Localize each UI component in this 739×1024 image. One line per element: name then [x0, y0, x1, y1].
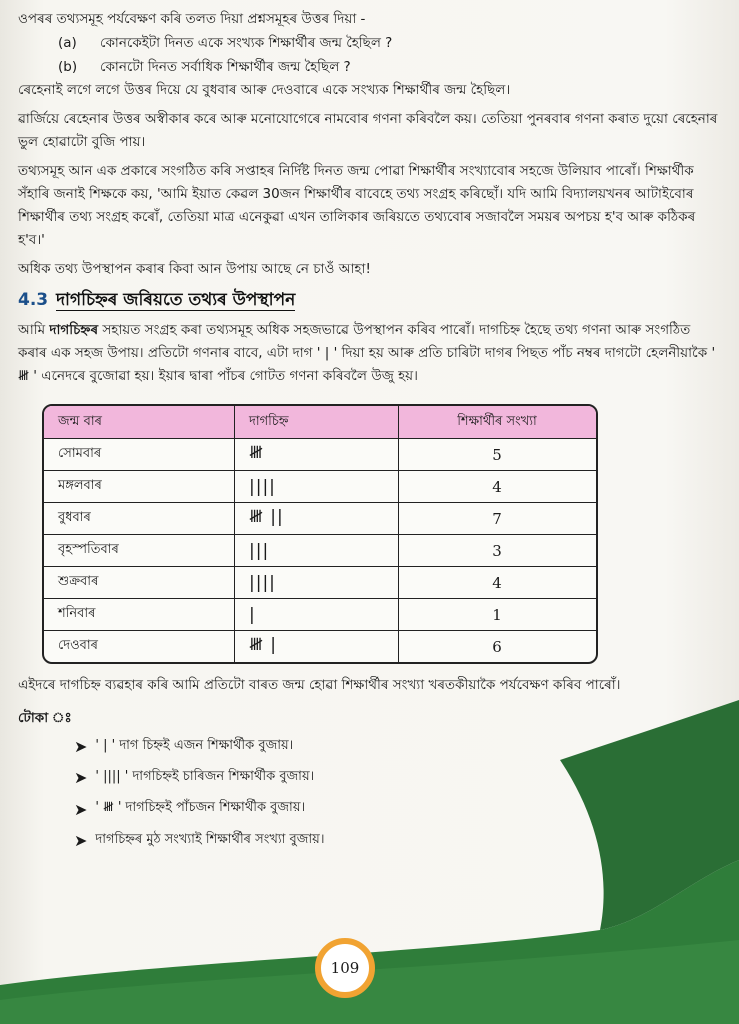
tally-cell: |||: [235, 535, 399, 567]
arrow-icon: ➤: [74, 768, 88, 787]
arrow-icon: ➤: [74, 737, 88, 756]
header-day: জন্ম বাৰ: [44, 406, 235, 439]
question-b: (b) কোনটো দিনত সৰ্বাধিক শিক্ষাৰ্থীৰ জন্ম হৈছিল ?: [58, 59, 351, 75]
count-cell: 7: [399, 503, 596, 535]
table-row: [44, 631, 596, 662]
paragraph-tally-intro: আমি দাগচিহ্নৰ সহায়ত সংগ্ৰহ কৰা তথ্যসমূহ অধিক সহজভাৱে উপস্থাপন কৰিব পাৰোঁ। দাগচিহ্ন হৈছে তথ্য গণনা আৰু সংগঠিত কৰাৰ এক সহজ উপায়। প্ৰতিটো গণনাৰ বাবে, এটা দাগ ' | ' দিয়া হয় আৰু প্ৰতি চাৰিটা দাগৰ পিছত পাঁচ নম্বৰ দাগটো হেলনীয়াকৈ ' 𝍸 ' এনেদৰে বুজোৱা হয়। ইয়াৰ দ্বাৰা পাঁচৰ গোটত গণনা কৰিবলৈ উজু হয়।: [18, 322, 716, 384]
tally-cell: ||||: [235, 567, 399, 599]
tally-cell: ||||: [235, 471, 399, 503]
day-cell: দেওবাৰ: [44, 631, 235, 662]
notes-section: [18, 707, 718, 851]
tally-cell: 𝍸 |: [235, 631, 399, 662]
table-row: [44, 439, 596, 471]
notes-title: টোকা ঃ: [18, 710, 72, 726]
header-tally: দাগচিহ্ন: [235, 406, 399, 439]
question-a: (a) কোনকেইটা দিনত একে সংখ্যক শিক্ষাৰ্থীৰ জন্ম হৈছিল ?: [58, 35, 393, 51]
tally-table: [42, 404, 598, 664]
day-cell: সোমবাৰ: [44, 439, 235, 471]
intro-text: ওপৰৰ তথ্যসমূহ পৰ্যবেক্ষণ কৰি তলত দিয়া প্ৰশ্নসমূহৰ উত্তৰ দিয়া -: [18, 11, 366, 27]
table-row: [44, 503, 596, 535]
count-cell: 1: [399, 599, 596, 631]
paragraph-observe: এইদৰে দাগচিহ্ন ব্যৱহাৰ কৰি আমি প্ৰতিটো বাৰত জন্ম হোৱা শিক্ষাৰ্থীৰ সংখ্যা খৰতকীয়াকৈ পৰ্যবেক্ষণ কৰিব পাৰোঁ।: [18, 677, 621, 693]
table-row: [44, 535, 596, 567]
count-cell: 5: [399, 439, 596, 471]
note-item: ➤ দাগচিহ্নৰ মুঠ সংখ্যাই শিক্ষাৰ্থীৰ সংখ্যা বুজায়।: [74, 831, 325, 850]
note-item: ➤ ' |||| ' দাগচিহ্নই চাৰিজন শিক্ষাৰ্থীক বুজায়।: [74, 768, 315, 787]
header-count: শিক্ষাৰ্থীৰ সংখ্যা: [399, 406, 596, 439]
table-row: [44, 567, 596, 599]
paragraph-teacher: তথ্যসমূহ আন এক প্ৰকাৰে সংগঠিত কৰি সপ্তাহৰ নিৰ্দিষ্ট দিনত জন্ম পোৱা শিক্ষাৰ্থীৰ সংখ্যাবোৰ সহজে উলিয়াব পাৰোঁ। শিক্ষাৰ্থীক সঁহাৰি জনাই শিক্ষকে কয়, 'আমি ইয়াত কেৱল 30জন শিক্ষাৰ্থীৰ বাবেহে তথ্য সংগ্ৰহ কৰিছোঁ। যদি আমি বিদ্যালয়খনৰ আটাইবোৰ শিক্ষাৰ্থীৰ তথ্য সংগ্ৰহ কৰোঁ, তেতিয়া মাত্ৰ এনেকুৱা এখন তালিকাৰ জৰিয়তে তথ্যবোৰ সজাবলৈ সময়ৰ অপচয় হ'ব আৰু কঠিকৰ হ'ব।': [18, 163, 696, 248]
paragraph-question: অধিক তথ্য উপস্থাপন কৰাৰ কিবা আন উপায় আছে নে চাওঁ আহা!: [18, 261, 371, 277]
day-cell: বৃহস্পতিবাৰ: [44, 535, 235, 567]
tally-cell: 𝍸 ||: [235, 503, 399, 535]
note-item: ➤ ' | ' দাগ চিহ্নই এজন শিক্ষাৰ্থীক বুজায়।: [74, 737, 294, 756]
day-cell: শুক্ৰবাৰ: [44, 567, 235, 599]
count-cell: 6: [492, 637, 502, 656]
page-number: 109: [315, 938, 375, 998]
paragraph-warjia: ৱাৰ্জিয়ে ৰেহেনাৰ উত্তৰ অস্বীকাৰ কৰে আৰু মনোযোগেৰে নামবোৰ গণনা কৰিবলৈ কয়। তেতিয়া পুনৰবাৰ গণনা কৰাত দুয়ো ৰেহেনাৰ ভুল হোৱাটো বুজি পায়।: [18, 111, 718, 150]
tally-cell: |: [235, 599, 399, 631]
count-cell: 4: [399, 567, 596, 599]
count-cell: 3: [399, 535, 596, 567]
paragraph-rehena: ৰেহেনাই লগে লগে উত্তৰ দিয়ে যে বুধবাৰ আৰু দেওবাৰে একে সংখ্যক শিক্ষাৰ্থীৰ জন্ম হৈছিল।: [18, 82, 511, 98]
table-row: [44, 599, 596, 631]
count-cell: 4: [399, 471, 596, 503]
arrow-icon: ➤: [74, 831, 88, 850]
table-row: [44, 471, 596, 503]
tally-cell: 𝍸: [235, 439, 399, 471]
note-item: ➤ ' 𝍸 ' দাগচিহ্নই পাঁচজন শিক্ষাৰ্থীক বুজায়।: [74, 799, 306, 819]
section-heading: 4.3 দাগচিহ্নৰ জৰিয়তে তথ্যৰ উপস্থাপন: [18, 290, 296, 310]
arrow-icon: ➤: [74, 799, 88, 819]
page-content: [18, 8, 718, 861]
day-cell: বুধবাৰ: [44, 503, 235, 535]
day-cell: মঙ্গলবাৰ: [44, 471, 235, 503]
day-cell: শনিবাৰ: [44, 599, 235, 631]
